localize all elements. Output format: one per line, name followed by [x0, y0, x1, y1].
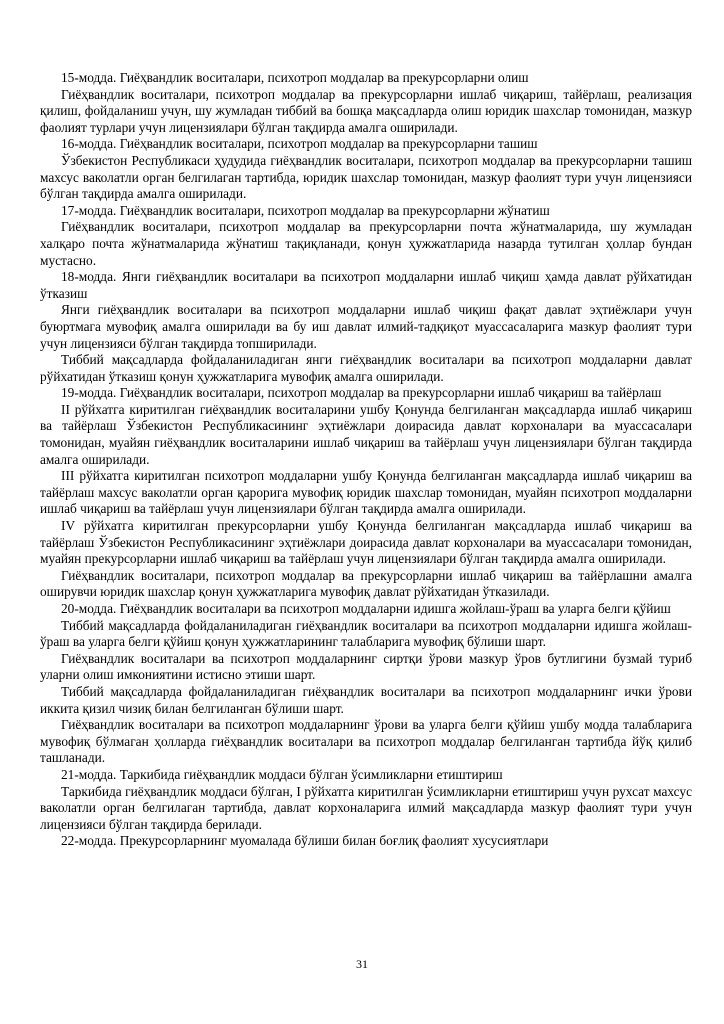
article-paragraph: Янги гиёҳвандлик воситалари ва психотроп моддаларни ишлаб чиқиш фақат давлат эҳтиёжлари учун буюртмага мувофиқ амалга оширилади ва бу иш давлат илмий-тадқиқот муассасаларига мазкур фаолият тури учун лицензияси бўлган тақдирда топширилади. — [40, 302, 692, 351]
article-paragraph: Гиёҳвандлик воситалари, психотроп моддалар ва прекурсорларни почта жўнатмаларида, шу жумладан халқаро почта жўнатмаларида жўнатиш тақиқланади, қонун ҳужжатларида назарда тутилган ҳоллар бундан мустасно. — [40, 219, 692, 268]
document-page — [40, 70, 692, 850]
article-heading: 21-модда. Таркибида гиёҳвандлик моддаси бўлган ўсимликларни етиштириш — [61, 766, 503, 782]
article-heading: 22-модда. Прекурсорларнинг муомалада бўлиши билан боғлиқ фаолият хусусиятлари — [61, 833, 549, 849]
article-paragraph: III рўйхатга киритилган психотроп моддаларни ушбу Қонунда белгиланган мақсадларда ишлаб чиқариш ва тайёрлаш махсус ваколатли орган қарорига мувофиқ юридик шахслар томонидан, муайян психотроп моддаларни ишлаб чиқариш ва тайёрлаш учун лицензиялари бўлган тақдирда амалга оширилади. — [40, 468, 692, 517]
article-paragraph: Гиёҳвандлик воситалари, психотроп моддалар ва прекурсорларни ишлаб чиқариш, тайёрлаш, реализация қилиш, фойдаланиш учун, шу жумладан тиббий ва бошқа мақсадларда олиш юридик шахслар томонидан, мазкур фаолият турлари учун лицензиялари бўлган тақдирда амалга оширилади. — [40, 86, 692, 135]
article-heading: 19-модда. Гиёҳвандлик воситалари, психотроп моддалар ва прекурсорларни ишлаб чиқариш ва тайёрлаш — [61, 385, 662, 401]
article-paragraph: Гиёҳвандлик воситалари ва психотроп моддаларнинг ўрови ва уларга белги қўйиш ушбу модда талабларига мувофиқ бўлмаган ҳолларда гиёҳвандлик воситалари ва психотроп моддалар белгиланган тартибда йўқ қилиб ташланади. — [40, 717, 692, 766]
article-heading: 18-модда. Янги гиёҳвандлик воситалари ва психотроп моддаларни ишлаб чиқиш ҳамда давлат рўйхатидан ўтказиш — [40, 269, 692, 301]
article-paragraph: II рўйхатга киритилган гиёҳвандлик воситаларини ушбу Қонунда белгиланган мақсадларда ишлаб чиқариш ва тайёрлаш Ўзбекистон Республикасининг эҳтиёжлари доирасида давлат корхоналари ва муассасалари томонидан, муайян гиёҳвандлик воситаларини ишлаб чиқариш ва тайёрлаш учун лицензиялари бўлган тақдирда амалга оширилади. — [40, 401, 692, 467]
article-heading: 17-модда. Гиёҳвандлик воситалари, психотроп моддалар ва прекурсорларни жўнатиш — [61, 202, 550, 218]
article-paragraph: Ўзбекистон Республикаси ҳудудида гиёҳвандлик воситалари, психотроп моддалар ва прекурсорларни ташиш махсус ваколатли орган белгилаган тартибда, юридик шахслар томонидан, мазкур фаолият тури учун лицензияси бўлган тақдирда амалга оширилади. — [40, 152, 692, 202]
article-heading: 15-модда. Гиёҳвандлик воситалари, психотроп моддалар ва прекурсорларни олиш — [61, 70, 529, 85]
article-heading: 16-модда. Гиёҳвандлик воситалари, психотроп моддалар ва прекурсорларни ташиш — [61, 136, 538, 152]
article-paragraph: Тиббий мақсадларда фойдаланиладиган янги гиёҳвандлик воситалари ва психотроп моддаларни давлат рўйхатидан ўтказиш қонун ҳужжатларига мувофиқ амалга оширилади. — [40, 352, 692, 384]
article-paragraph: Гиёҳвандлик воситалари ва психотроп моддаларнинг сиртқи ўрови мазкур ўров бутлигини бузмай туриб уларни олиш имкониятини истисно этиши шарт. — [40, 650, 692, 683]
article-paragraph: Таркибида гиёҳвандлик моддаси бўлган, I рўйхатга киритилган ўсимликларни етиштириш учун рухсат махсус ваколатли орган белгилаган тартибда, давлат корхоналарига илмий мақсадларда мазкур фаолият тури учун лицензияси бўлган тақдирда берилади. — [40, 783, 692, 832]
article-heading: 20-модда. Гиёҳвандлик воситалари ва психотроп моддаларни идишга жойлаш-ўраш ва уларга белги қўйиш — [61, 601, 671, 616]
article-paragraph: Гиёҳвандлик воситалари, психотроп моддалар ва прекурсорларни ишлаб чиқариш ва тайёрлашни амалга оширувчи юридик шахслар қонун ҳужжатларига мувофиқ давлат рўйхатидан ўтказилади. — [40, 567, 692, 600]
article-paragraph: IV рўйхатга киритилган прекурсорларни ушбу Қонунда белгиланган мақсадларда ишлаб чиқариш ва тайёрлаш Ўзбекистон Республикасининг эҳтиёжлари доирасида давлат корхоналари ва муассасалари томонидан, муайян прекурсорларни ишлаб чиқариш ва тайёрлаш учун лицензиялари бўлган тақдирда амалга оширилади. — [40, 518, 692, 567]
article-paragraph: Тиббий мақсадларда фойдаланиладиган гиёҳвандлик воситалари ва психотроп моддаларни идишга жойлаш-ўраш ва уларга белги қўйиш қонун ҳужжатларининг талабларига мувофиқ бўлиши шарт. — [40, 617, 692, 650]
article-paragraph: Тиббий мақсадларда фойдаланиладиган гиёҳвандлик воситалари ва психотроп моддаларнинг ички ўрови иккита қизил чизиқ билан белгиланган бўлиши шарт. — [40, 683, 692, 716]
page-number: 31 — [356, 957, 368, 971]
